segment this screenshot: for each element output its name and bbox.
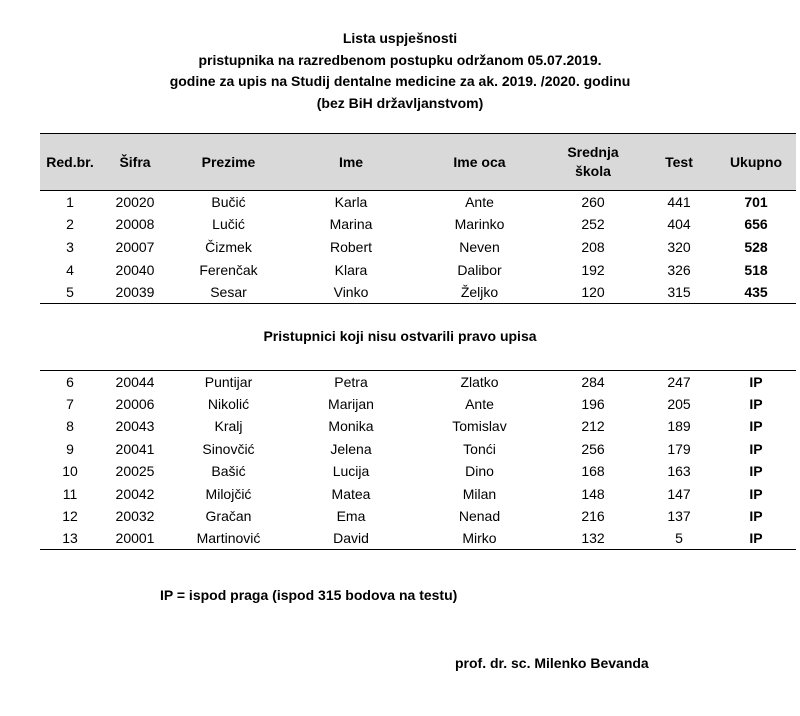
table-cell: 8 (66, 418, 74, 435)
table-cell: Čizmek (205, 238, 252, 255)
table-cell: 168 (581, 463, 605, 480)
table-row (40, 415, 796, 437)
legend-note: IP = ispod praga (ispod 315 bodova na testu) (160, 587, 458, 603)
table-cell: 208 (581, 238, 605, 255)
table-cell: Tomislav (452, 418, 507, 435)
column-header-surname: Prezime (170, 134, 287, 191)
table-cell: IP (749, 418, 763, 435)
table-cell: IP (716, 527, 796, 549)
table-cell: IP (749, 485, 763, 502)
table-row (40, 213, 796, 236)
table-cell: Vinko (287, 281, 415, 304)
table-row (40, 191, 796, 214)
table-cell: Monika (328, 418, 374, 435)
table-cell: Sesar (170, 281, 287, 304)
table-cell: Bučić (211, 194, 246, 211)
table-cell: 205 (667, 396, 691, 413)
column-header-rank: Red.br. (40, 134, 100, 191)
table-cell: Marina (329, 216, 373, 233)
column-header-total: Ukupno (716, 134, 796, 191)
table-cell: 1 (66, 194, 74, 211)
table-cell: Dalibor (457, 261, 502, 278)
table-cell: 196 (581, 396, 605, 413)
table-cell: Milan (462, 485, 497, 502)
table-cell: Dino (465, 463, 494, 480)
table-cell: Marinko (454, 216, 505, 233)
table-cell: 13 (40, 527, 100, 549)
table-row (40, 482, 796, 504)
table-cell: Matea (331, 485, 371, 502)
table-cell: 20007 (115, 238, 155, 255)
table-cell: Ante (465, 396, 494, 413)
table-row (40, 393, 796, 415)
table-cell: 137 (667, 508, 691, 525)
table-cell: 179 (667, 440, 691, 457)
column-header-high-school: Srednja škola (544, 134, 642, 191)
table-cell: Kralj (214, 418, 243, 435)
table-cell: 252 (581, 216, 605, 233)
table-cell: 9 (66, 440, 74, 457)
table-cell: Puntijar (170, 371, 287, 393)
table-cell: 2 (66, 216, 74, 233)
table-row (40, 527, 796, 549)
table-cell: Tonći (463, 440, 496, 457)
table-cell: Zlatko (415, 371, 544, 393)
table-header-row (40, 134, 796, 191)
table-cell: Milojčić (205, 485, 252, 502)
table-row (40, 281, 796, 304)
table-cell: 163 (667, 463, 691, 480)
title-line: pristupnika na razredbenom postupku održanom 05.07.2019. (198, 51, 602, 68)
table-row (40, 371, 796, 393)
table-cell: 7 (66, 396, 74, 413)
table-cell: Gračan (205, 508, 252, 525)
table-cell: IP (749, 508, 763, 525)
table-cell: 20006 (115, 396, 155, 413)
table-cell: Bašić (211, 463, 246, 480)
column-header-name: Ime (287, 134, 415, 191)
ranking-table-body (40, 191, 796, 304)
table-cell: 189 (667, 418, 691, 435)
table-cell: 20040 (115, 261, 155, 278)
table-cell: 528 (744, 238, 768, 255)
column-header-test: Test (642, 134, 716, 191)
ranking-table (40, 133, 796, 304)
title-line: (bez BiH državljanstvom) (316, 94, 484, 111)
table-cell: 6 (40, 371, 100, 393)
column-header-code: Šifra (100, 134, 170, 191)
table-cell: 20044 (100, 371, 170, 393)
table-cell: Marijan (328, 396, 374, 413)
table-cell: 4 (66, 261, 74, 278)
table-cell: Martinović (170, 527, 287, 549)
table-cell: IP (749, 396, 763, 413)
table-cell: 3 (66, 238, 74, 255)
table-cell: 260 (581, 194, 605, 211)
table-row (40, 236, 796, 259)
table-cell: Ante (465, 194, 494, 211)
table-cell: 326 (667, 261, 691, 278)
table-cell: IP (749, 463, 763, 480)
table-cell: 20001 (100, 527, 170, 549)
table-cell: Željko (415, 281, 544, 304)
table-cell: 435 (716, 281, 796, 304)
table-cell: Klara (334, 261, 368, 278)
title-line: godine za upis na Studij dentalne medicine za ak. 2019. /2020. godinu (169, 73, 631, 89)
table-cell: 5 (40, 281, 100, 304)
table-cell: 441 (667, 194, 691, 211)
table-cell: 20041 (115, 440, 155, 457)
table-cell: 12 (62, 508, 78, 525)
table-cell: 656 (744, 216, 768, 233)
table-cell: 148 (581, 485, 605, 502)
signature: prof. dr. sc. Milenko Bevanda (455, 655, 649, 671)
table-cell: 216 (581, 508, 605, 525)
table-cell: 284 (544, 371, 642, 393)
table-cell: 20043 (115, 418, 155, 435)
table-cell: Petra (287, 371, 415, 393)
table-cell: 20032 (115, 508, 155, 525)
table-cell: Sinovčić (202, 440, 255, 457)
table-cell: 404 (667, 216, 691, 233)
table-row (40, 460, 796, 482)
table-cell: 20008 (115, 216, 155, 233)
table-cell: Nikolić (207, 396, 250, 413)
table-cell: Jelena (330, 440, 372, 457)
title-line: Lista uspješnosti (342, 30, 458, 46)
table-cell: 20020 (115, 194, 155, 211)
table-cell: Robert (329, 238, 373, 255)
failed-candidates-table (40, 370, 796, 550)
table-cell: 10 (62, 463, 78, 480)
table-cell: 147 (667, 485, 691, 502)
table-cell: 320 (667, 238, 691, 255)
failed-section-heading: Pristupnici koji nisu ostvarili pravo upisa (263, 328, 537, 344)
document-title (0, 28, 800, 114)
table-cell: Mirko (415, 527, 544, 549)
table-cell: 256 (581, 440, 605, 457)
table-row (40, 438, 796, 460)
table-cell: 5 (642, 527, 716, 549)
table-cell: IP (749, 440, 763, 457)
column-header-father-name: Ime oca (415, 134, 544, 191)
table-cell: 20025 (115, 463, 155, 480)
table-cell: 518 (744, 261, 768, 278)
table-cell: Lucija (332, 463, 370, 480)
table-cell: Ema (336, 508, 366, 525)
table-cell: Neven (459, 238, 500, 255)
table-cell: Nenad (458, 508, 501, 525)
table-cell: 212 (581, 418, 605, 435)
table-row (40, 258, 796, 281)
table-cell: David (287, 527, 415, 549)
table-cell: 701 (744, 194, 768, 211)
table-cell: 132 (544, 527, 642, 549)
table-cell: 20039 (100, 281, 170, 304)
table-row (40, 505, 796, 527)
table-cell: 11 (62, 485, 78, 502)
table-cell: 120 (544, 281, 642, 304)
table-cell: 315 (642, 281, 716, 304)
table-cell: 192 (581, 261, 605, 278)
table-cell: Lučić (212, 216, 245, 233)
table-cell: Ferenčak (199, 261, 258, 278)
table-cell: 20042 (115, 485, 155, 502)
table-cell: IP (716, 371, 796, 393)
table-cell: Karla (334, 194, 368, 211)
failed-table-body (40, 371, 796, 550)
table-cell: 247 (642, 371, 716, 393)
